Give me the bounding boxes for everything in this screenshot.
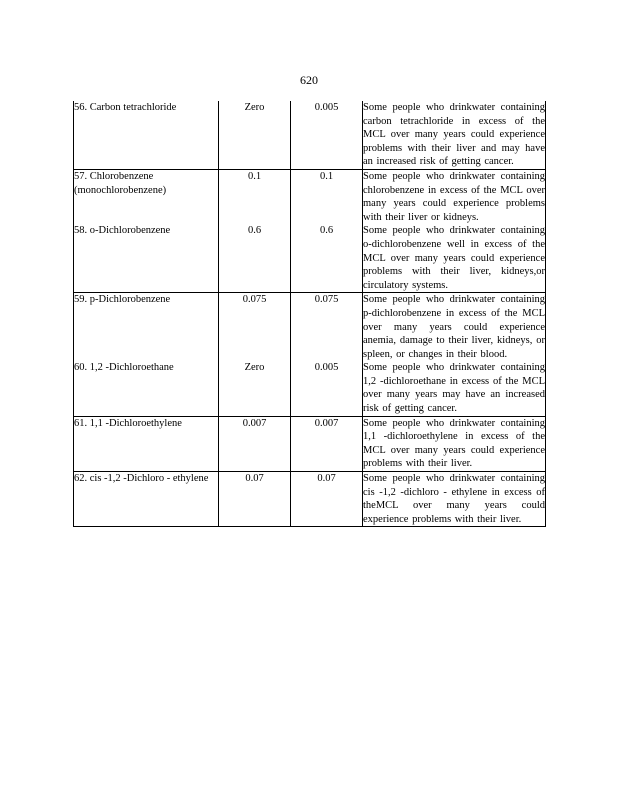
mclg-value: 0.075 xyxy=(219,293,291,361)
mclg-value: 0.07 xyxy=(219,472,291,527)
health-effect: Some people who drinkwater containing 1,2 -dichloroethane in excess of the MCL over many years may have an increased risk of getting cancer. xyxy=(363,361,546,416)
table-row xyxy=(74,416,546,471)
table-row xyxy=(74,361,546,416)
table-row xyxy=(74,472,546,527)
mclg-value: 0.007 xyxy=(219,416,291,471)
table-row xyxy=(74,224,546,292)
contaminant-table xyxy=(73,101,546,527)
mclg-value: 0.1 xyxy=(219,169,291,224)
mcl-value: 0.6 xyxy=(291,224,363,292)
mclg-value: Zero xyxy=(219,101,291,169)
table-row xyxy=(74,293,546,361)
contaminant-name: 62. cis -1,2 -Dichloro - ethylene xyxy=(74,472,219,527)
health-effect: Some people who drinkwater containing 1,1 -dichloroethylene in excess of the MCL over many years could experience problems with their liver. xyxy=(363,416,546,471)
mcl-value: 0.005 xyxy=(291,101,363,169)
health-effect: Some people who drinkwater containing cis -1,2 -dichloro - ethylene in excess of theMCL over many years could experience problems with their liver. xyxy=(363,472,546,527)
health-effect: Some people who drinkwater containing chlorobenzene in excess of the MCL over many years could experience problems with their liver or kidneys. xyxy=(363,170,545,223)
contaminant-name: 61. 1,1 -Dichloroethylene xyxy=(74,416,219,471)
contaminant-name: 57. Chlorobenzene (monochlorobenzene) xyxy=(74,169,219,224)
contaminant-name: 58. o-Dichlorobenzene xyxy=(74,224,219,292)
health-effect: Some people who drinkwater containing p-dichlorobenzene in excess of the MCL over many years could experience anemia, damage to their liver, kidneys, or spleen, or changes in their blood. xyxy=(363,294,545,360)
mclg-value: Zero xyxy=(219,361,291,416)
mcl-value: 0.075 xyxy=(291,293,363,361)
contaminant-name: 56. Carbon tetrachloride xyxy=(74,101,219,169)
health-effect: Some people who drinkwater containing o-dichlorobenzene well in excess of the MCL over many years could experience problems with their liver, kidneys,or circulatory systems. xyxy=(363,224,546,292)
contaminant-name: 59. p-Dichlorobenzene xyxy=(74,293,219,361)
mcl-value: 0.007 xyxy=(291,416,363,471)
table-row xyxy=(74,169,546,224)
mcl-value: 0.07 xyxy=(291,472,363,527)
mcl-value: 0.005 xyxy=(291,361,363,416)
contaminant-name: 60. 1,2 -Dichloroethane xyxy=(74,361,219,416)
table-row xyxy=(74,101,546,169)
mcl-value: 0.1 xyxy=(291,169,363,224)
page-number: 620 xyxy=(300,73,318,87)
health-effect: Some people who drinkwater containing carbon tetrachloride in excess of the MCL over many years could experience problems with their liver and may have an increased risk of getting cancer. xyxy=(363,101,546,169)
mclg-value: 0.6 xyxy=(219,224,291,292)
